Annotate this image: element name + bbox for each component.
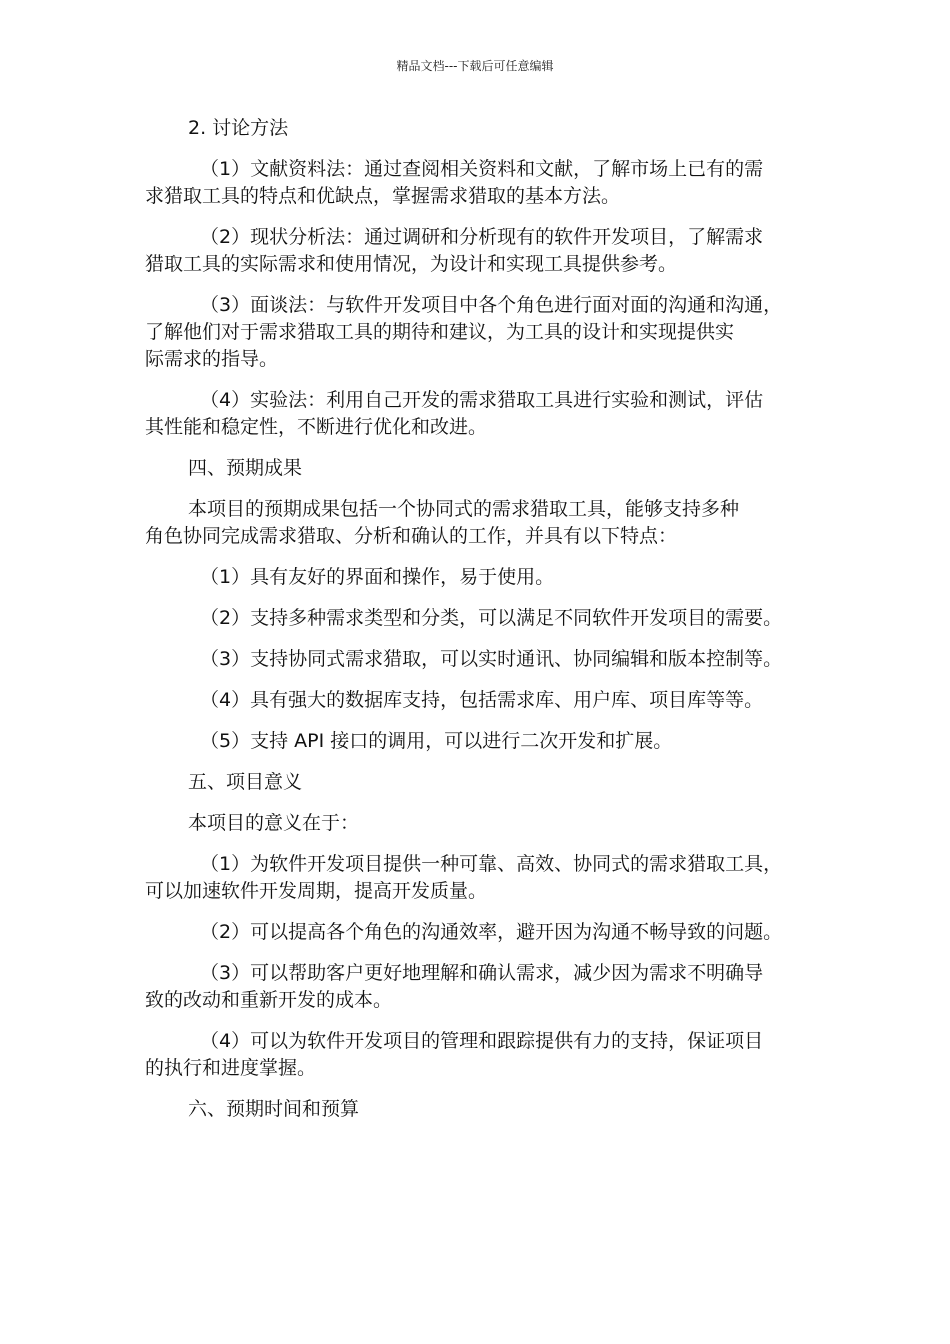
paragraph (145, 156, 810, 210)
paragraph (145, 292, 810, 373)
text-line: 2. 讨论方法 (188, 117, 289, 139)
paragraph (145, 224, 810, 278)
paragraph (145, 810, 810, 837)
text-line: 五、项目意义 (188, 771, 303, 793)
paragraph (145, 564, 810, 591)
paragraph (145, 387, 810, 441)
text-line: 的执行和进度掌握。 (145, 1057, 317, 1079)
text-line: （4）具有强大的数据库支持，包括需求库、用户库、项目库等等。 (200, 689, 764, 711)
text-line: （2）支持多种需求类型和分类，可以满足不同软件开发项目的需要。 (200, 607, 783, 629)
section-heading (145, 455, 810, 482)
page-header: 精品文档---下载后可任意编辑 (396, 59, 554, 73)
paragraph (145, 496, 810, 550)
text-line: （5）支持 API 接口的调用，可以进行二次开发和扩展。 (200, 730, 673, 752)
text-line: 本项目的意义在于： (188, 812, 360, 834)
text-line: 其性能和稳定性，不断进行优化和改进。 (145, 416, 488, 438)
text-line: 角色协同完成需求猎取、分析和确认的工作，并具有以下特点： (145, 525, 678, 547)
paragraph (145, 605, 810, 632)
text-line: 际需求的指导。 (145, 348, 279, 370)
paragraph (145, 646, 810, 673)
text-line: 六、预期时间和预算 (188, 1098, 360, 1120)
paragraph (145, 960, 810, 1014)
text-line: （1）文献资料法：通过查阅相关资料和文献，了解市场上已有的需 (200, 158, 764, 180)
text-line: 求猎取工具的特点和优缺点，掌握需求猎取的基本方法。 (145, 185, 621, 207)
text-line: （2）现状分析法：通过调研和分析现有的软件开发项目，了解需求 (200, 226, 764, 248)
section-heading (145, 115, 810, 142)
text-line: 致的改动和重新开发的成本。 (145, 989, 393, 1011)
text-line: 了解他们对于需求猎取工具的期待和建议，为工具的设计和实现提供实 (145, 321, 735, 343)
text-line: （3）可以帮助客户更好地理解和确认需求，减少因为需求不明确导 (200, 962, 764, 984)
text-line: （4）实验法：利用自己开发的需求猎取工具进行实验和测试，评估 (200, 389, 764, 411)
paragraph (145, 851, 810, 905)
paragraph (145, 687, 810, 714)
text-line: （2）可以提高各个角色的沟通效率，避开因为沟通不畅导致的问题。 (200, 921, 783, 943)
text-line: （4）可以为软件开发项目的管理和跟踪提供有力的支持，保证项目 (200, 1030, 764, 1052)
text-line: 可以加速软件开发周期，提高开发质量。 (145, 880, 488, 902)
paragraph (145, 1028, 810, 1082)
text-line: 本项目的预期成果包括一个协同式的需求猎取工具，能够支持多种 (188, 498, 740, 520)
text-line: （1）具有友好的界面和操作，易于使用。 (200, 566, 555, 588)
text-line: （3）支持协同式需求猎取，可以实时通讯、协同编辑和版本控制等。 (200, 648, 783, 670)
section-heading (145, 1096, 810, 1123)
paragraph (145, 728, 810, 755)
text-line: 猎取工具的实际需求和使用情况，为设计和实现工具提供参考。 (145, 253, 678, 275)
section-heading (145, 769, 810, 796)
document-body (145, 115, 810, 1137)
text-line: （1）为软件开发项目提供一种可靠、高效、协同式的需求猎取工具， (200, 853, 783, 875)
paragraph (145, 919, 810, 946)
text-line: （3）面谈法：与软件开发项目中各个角色进行面对面的沟通和沟通， (200, 294, 783, 316)
text-line: 四、预期成果 (188, 457, 303, 479)
